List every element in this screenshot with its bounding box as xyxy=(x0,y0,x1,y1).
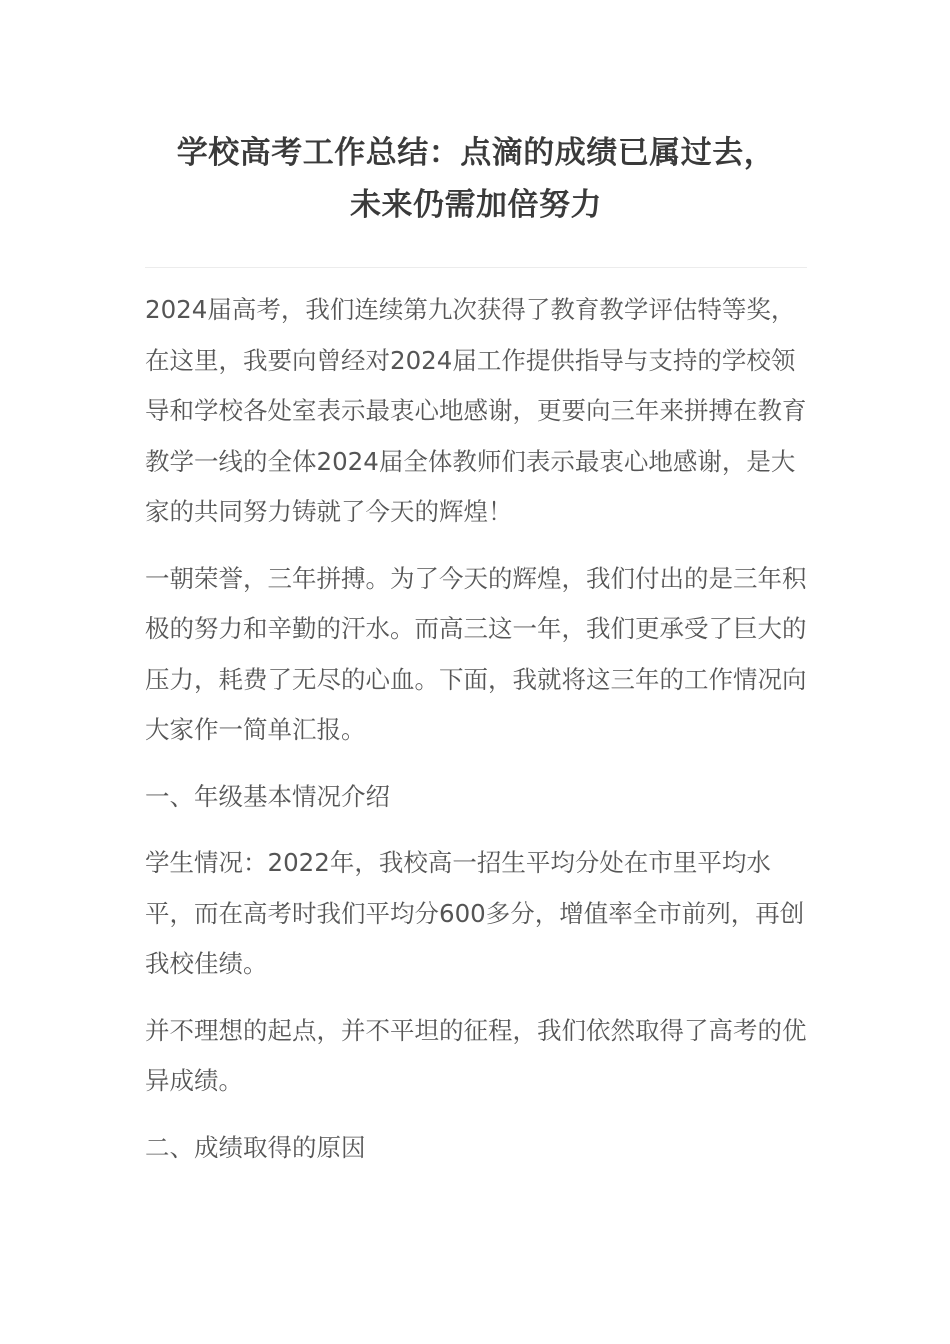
document-title xyxy=(145,127,807,231)
title-divider xyxy=(145,267,807,268)
title-line-2: 未来仍需加倍努力 xyxy=(350,187,602,223)
paragraph-start: 并不理想的起点，并不平坦的征程，我们依然取得了高考的优异成绩。 xyxy=(145,1015,807,1095)
document-body xyxy=(145,285,807,1189)
title-line-1: 学校高考工作总结：点滴的成绩已属过去， xyxy=(176,135,776,171)
section-heading-1: 一、年级基本情况介绍 xyxy=(145,781,390,811)
section-heading-2: 二、成绩取得的原因 xyxy=(145,1132,366,1162)
paragraph-intro: 2024届高考，我们连续第九次获得了教育教学评估特等奖，在这里，我要向曾经对2024届工作提供指导与支持的学校领导和学校各处室表示最衷心地感谢，更要向三年来拼搏在教育教学一线的全体2024届全体教师们表示最衷心地感谢，是大家的共同努力铸就了今天的辉煌！ xyxy=(145,295,807,526)
paragraph-students: 学生情况：2022年，我校高一招生平均分处在市里平均水平，而在高考时我们平均分600多分，增值率全市前列，再创我校佳绩。 xyxy=(145,848,805,978)
paragraph-honor: 一朝荣誉，三年拼搏。为了今天的辉煌，我们付出的是三年积极的努力和辛勤的汗水。而高三这一年，我们更承受了巨大的压力，耗费了无尽的心血。下面，我就将这三年的工作情况向大家作一简单汇报。 xyxy=(145,563,807,744)
